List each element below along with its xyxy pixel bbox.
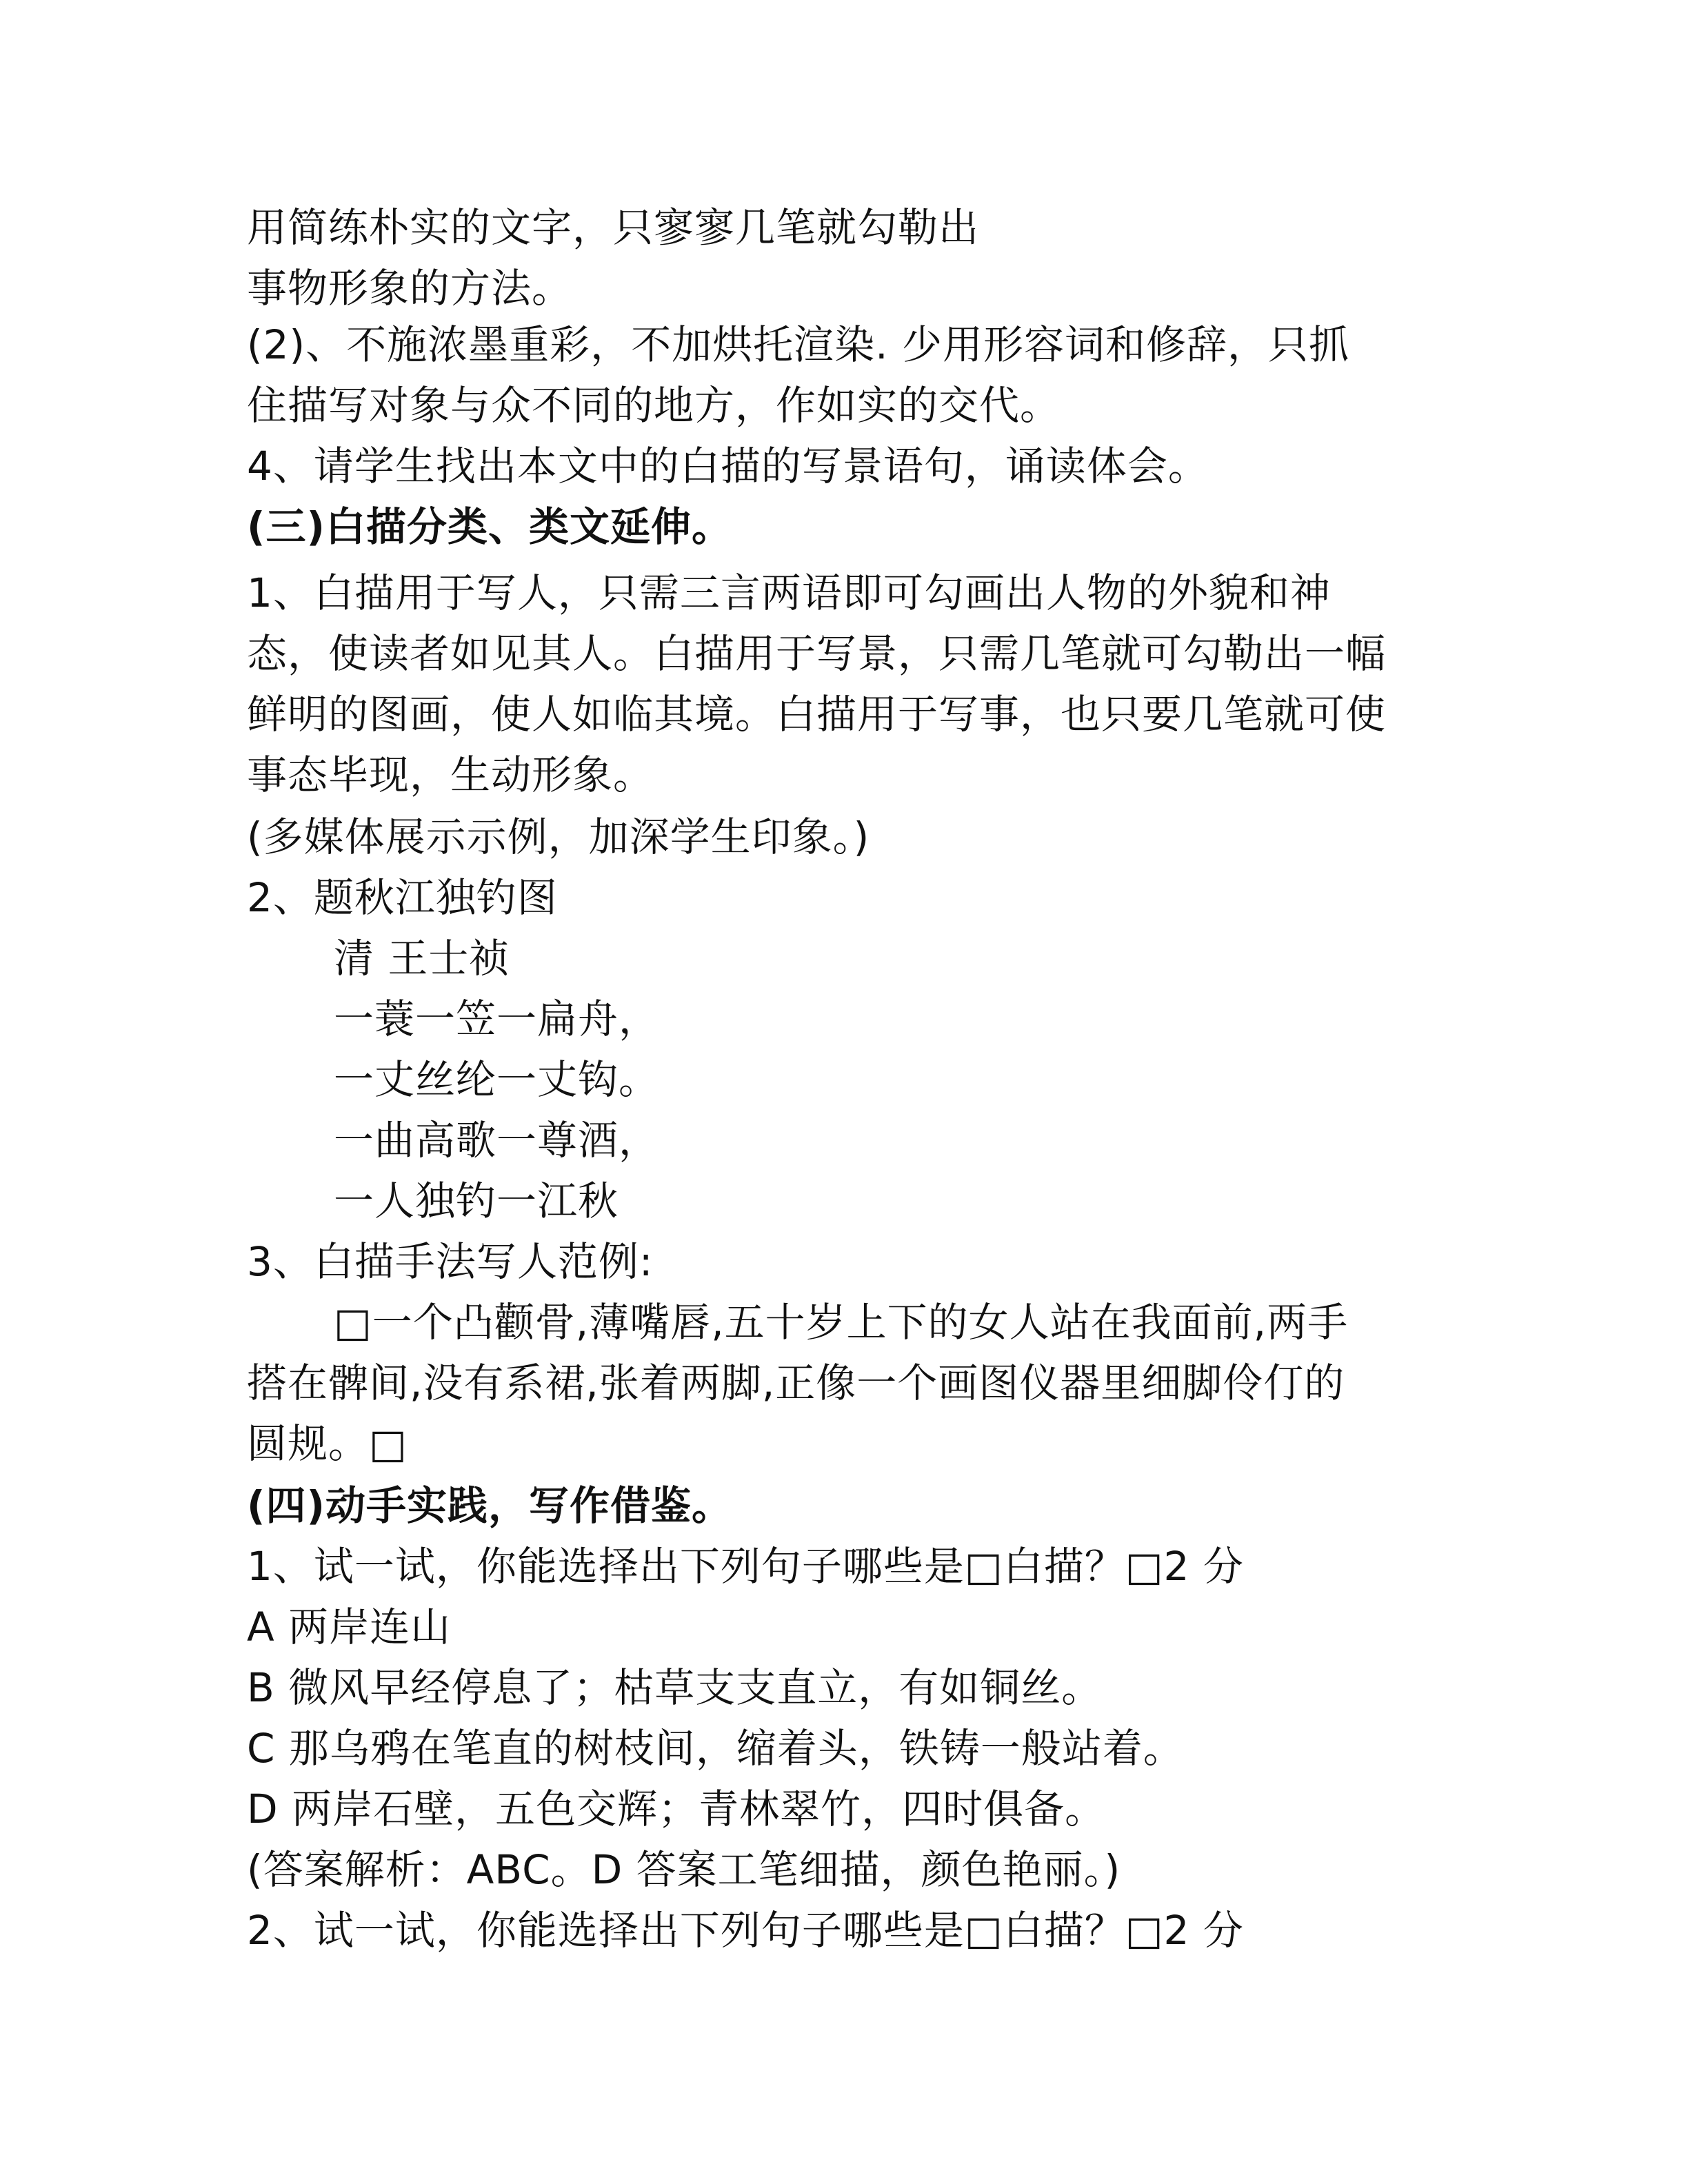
text-line: 事物形象的方法。	[247, 265, 573, 312]
text-line: 4、请学生找出本文中的白描的写景语句，诵读体会。	[247, 443, 1209, 489]
question-line: 2、试一试，你能选择出下列句子哪些是□白描？□2 分	[247, 1907, 1244, 1954]
text-line: 态，使读者如见其人。白描用于写景，只需几笔就可勾勒出一幅	[247, 630, 1387, 677]
poem-line: 一曲高歌一尊酒，	[334, 1117, 660, 1164]
poem-title: 2、题秋江独钓图	[247, 874, 558, 921]
section-heading: (三)白描分类、类文延伸。	[247, 503, 733, 550]
poem-line: 一人独钓一江秋	[334, 1177, 619, 1224]
text-line: □一个凸颧骨,薄嘴唇,五十岁上下的女人站在我面前,两手	[334, 1299, 1349, 1346]
poem-author: 清 王士祯	[334, 935, 510, 982]
text-line: 事态毕现，生动形象。	[247, 751, 654, 798]
option-line: C 那乌鸦在笔直的树枝间，缩着头，铁铸一般站着。	[247, 1725, 1184, 1772]
text-line: 住描写对象与众不同的地方，作如实的交代。	[247, 382, 1061, 429]
text-line: 搭在髀间,没有系裙,张着两脚,正像一个画图仪器里细脚伶仃的	[247, 1359, 1345, 1406]
poem-line: 一蓑一笠一扁舟，	[334, 995, 660, 1042]
answer-line: (答案解析：ABC。D 答案工笔细描，颜色艳丽。)	[247, 1846, 1121, 1893]
question-line: 1、试一试，你能选择出下列句子哪些是□白描？□2 分	[247, 1543, 1244, 1590]
text-line: 圆规。□	[247, 1420, 408, 1467]
text-line: (多媒体展示示例，加深学生印象。)	[247, 813, 870, 860]
text-line: 用简练朴实的文字，只寥寥几笔就勾勒出	[247, 204, 980, 251]
section-heading: (四)动手实践，写作借鉴。	[247, 1482, 733, 1529]
poem-line: 一丈丝纶一丈钩。	[334, 1056, 660, 1103]
option-line: B 微风早经停息了；枯草支支直立，有如铜丝。	[247, 1664, 1103, 1711]
text-line: (2)、不施浓墨重彩，不加烘托渲染. 少用形容词和修辞，只抓	[247, 321, 1350, 368]
text-line: 3、白描手法写人范例:	[247, 1238, 654, 1285]
text-line: 鲜明的图画，使人如临其境。白描用于写事，也只要几笔就可使	[247, 691, 1387, 738]
option-line: D 两岸石壁，五色交辉；青林翠竹，四时俱备。	[247, 1786, 1106, 1832]
option-line: A 两岸连山	[247, 1604, 452, 1650]
text-line: 1、白描用于写人，只需三言两语即可勾画出人物的外貌和神	[247, 569, 1331, 616]
